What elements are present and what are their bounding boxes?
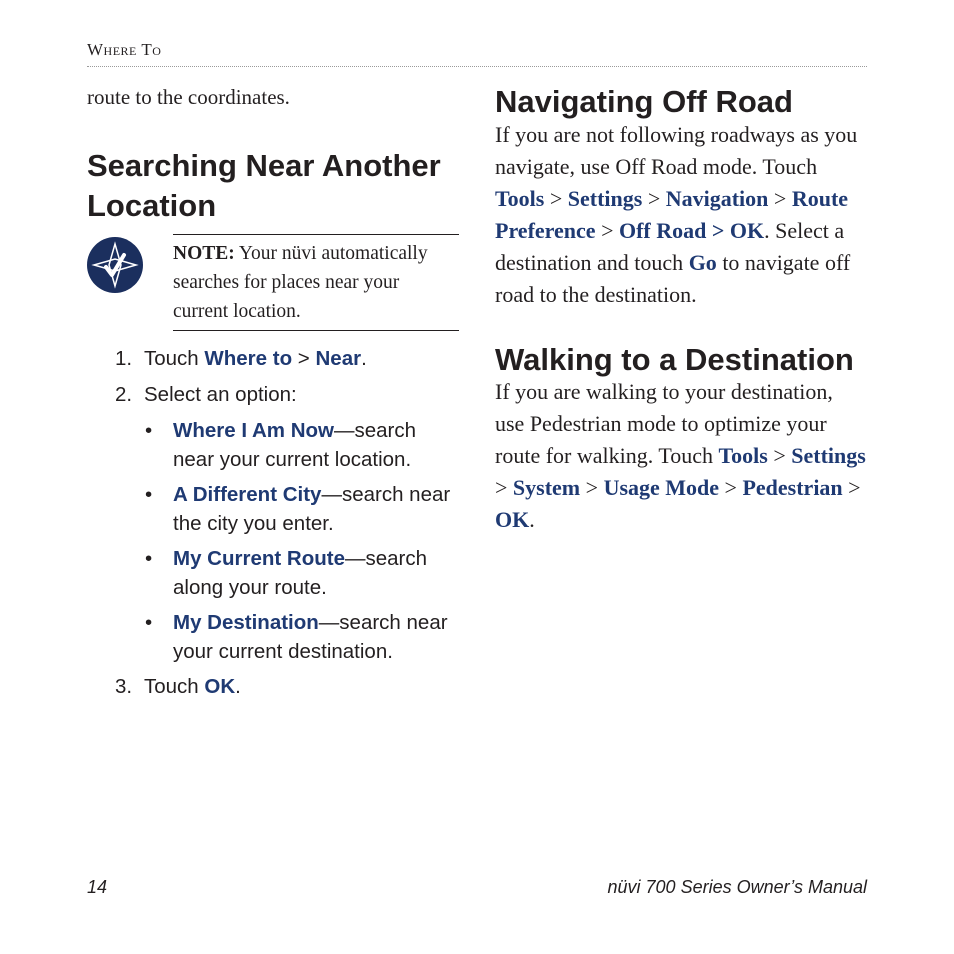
header-divider (87, 66, 867, 67)
option-name: A Different City (173, 483, 322, 506)
section-heading-walking: Walking to a Destination (495, 342, 854, 377)
section-heading-searching: Searching Near Another Location (87, 148, 441, 223)
option-name: Where I Am Now (173, 419, 334, 442)
section-heading-off-road: Navigating Off Road (495, 84, 793, 119)
left-column (87, 82, 462, 708)
off-road-paragraph: If you are not following roadways as you navigate, use Off Road mode. Touch Tools > Settings > Navigation > Route Preference > Off Road > OK. Select a destination and touch Go to navigate off road to the destination. (495, 122, 858, 307)
menu-link-near: Near (315, 347, 362, 370)
right-column (495, 82, 867, 536)
option-item: • My Current Route—search along your route. (145, 547, 428, 599)
option-item: • A Different City—search near the city you enter. (145, 483, 451, 535)
note-block (87, 234, 462, 326)
option-item: • My Destination—search near your current destination. (145, 611, 448, 663)
menu-link-where-to: Where to (204, 347, 293, 370)
note-text: NOTE: Your nüvi automatically searches for places near your current location. (173, 234, 459, 331)
walking-paragraph: If you are walking to your destination, use Pedestrian mode to optimize your route for walking. Touch Tools > Settings > System > Usage Mode > Pedestrian > OK. (495, 379, 866, 532)
step-2: 2. Select an option: (115, 383, 297, 406)
option-name: My Destination (173, 611, 319, 634)
manual-title: nüvi 700 Series Owner’s Manual (607, 877, 867, 897)
step-1: 1. Touch Where to > Near. (115, 347, 367, 370)
step-3: 3. Touch OK. (115, 675, 241, 698)
menu-link-ok: OK (204, 675, 236, 698)
intro-text: route to the coordinates. (87, 85, 290, 109)
running-header: Where To (87, 40, 162, 59)
option-name: My Current Route (173, 547, 345, 570)
note-icon (87, 237, 143, 293)
note-label: NOTE: (173, 243, 235, 264)
option-item: • Where I Am Now—search near your current location. (145, 419, 417, 471)
page-number: 14 (87, 877, 108, 897)
steps-list (87, 344, 462, 701)
